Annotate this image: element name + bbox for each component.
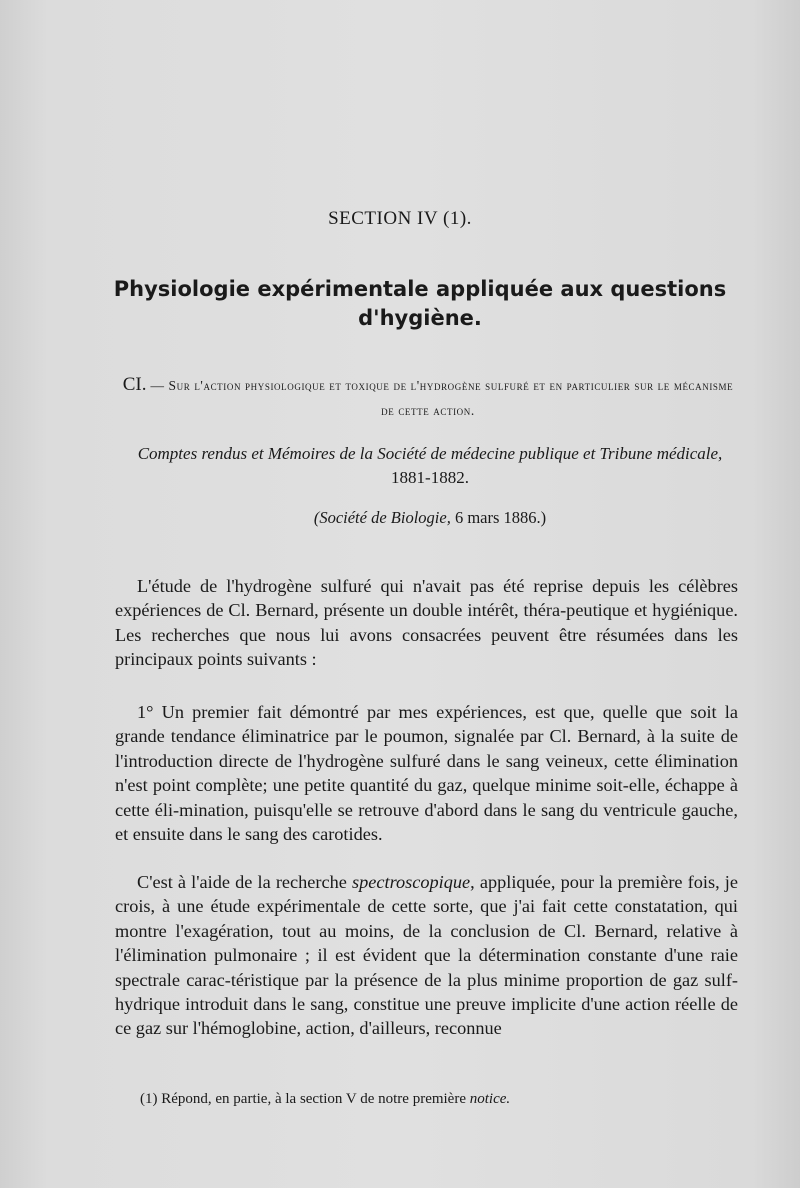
paragraph-text: L'étude de l'hydrogène sulfuré qui n'avait pas été reprise depuis les célèbres expériences de Cl. Bernard, présente un double intérêt, théra-peutique et hygiénique. Les recherches que nous lui avons consacrées peuvent être résumées dans les principaux points suivants : (115, 576, 738, 670)
paragraph-3 (115, 870, 738, 1041)
citation-society: (Société de Biologie, (313, 508, 451, 527)
citation-society-line (130, 508, 730, 528)
citation-years: 1881-1882. (391, 468, 469, 487)
paragraph-emphasis: spectroscopique (352, 872, 471, 892)
citation (130, 442, 730, 490)
paragraph-2 (115, 700, 738, 846)
footnote-emphasis: notice. (469, 1091, 511, 1107)
footnote (140, 1091, 740, 1108)
paragraph-text-part: C'est à l'aide de la recherche (137, 872, 353, 892)
chapter-title: Physiologie expérimentale appliquée aux questions d'hygiène. (113, 277, 727, 330)
article-heading-text: — Sur l'action physiologique et toxique de l'hydrogène sulfuré et en particulier sur le mécanisme de cette action. (146, 378, 734, 418)
citation-date: 6 mars 1886.) (450, 508, 547, 527)
footnote-text: (1) Répond, en partie, à la section V de notre première (140, 1091, 470, 1107)
section-heading: SECTION IV (1). (328, 208, 472, 229)
paragraph-1 (115, 574, 738, 672)
citation-journal: Comptes rendus et Mémoires de la Société de médecine publique et Tribune médicale, (137, 444, 723, 463)
article-heading (118, 372, 738, 423)
paragraph-text-part: , appliquée, pour la première fois, je crois, à une étude expérimentale de cette sorte, que j'ai fait cette constatation, qui montre l'exagération, tout au moins, de la conclusion de Cl. Bernard, relative à l'élimination pulmonaire ; il est évident que la détermination constante d'une raie spectrale carac-téristique par la présence de la plus minime proportion de gaz sulf-hydrique introduit dans le sang, constitue une preuve implicite d'une action réelle de ce gaz sur l'hémoglobine, action, d'ailleurs, reconnue (115, 872, 738, 1039)
paragraph-text (115, 870, 738, 1041)
article-number: CI. (122, 374, 147, 395)
paragraph-text: 1° Un premier fait démontré par mes expériences, est que, quelle que soit la grande tendance éliminatrice par le poumon, signalée par Cl. Bernard, à la suite de l'introduction directe de l'hydrogène sulfuré dans le sang veineux, cette élimination n'est point complète; une petite quantité du gaz, quelque minime soit-elle, échappe à cette éli-mination, puisqu'elle se retrouve d'abord dans le sang du ventricule gauche, et ensuite dans le sang des carotides. (115, 702, 738, 845)
